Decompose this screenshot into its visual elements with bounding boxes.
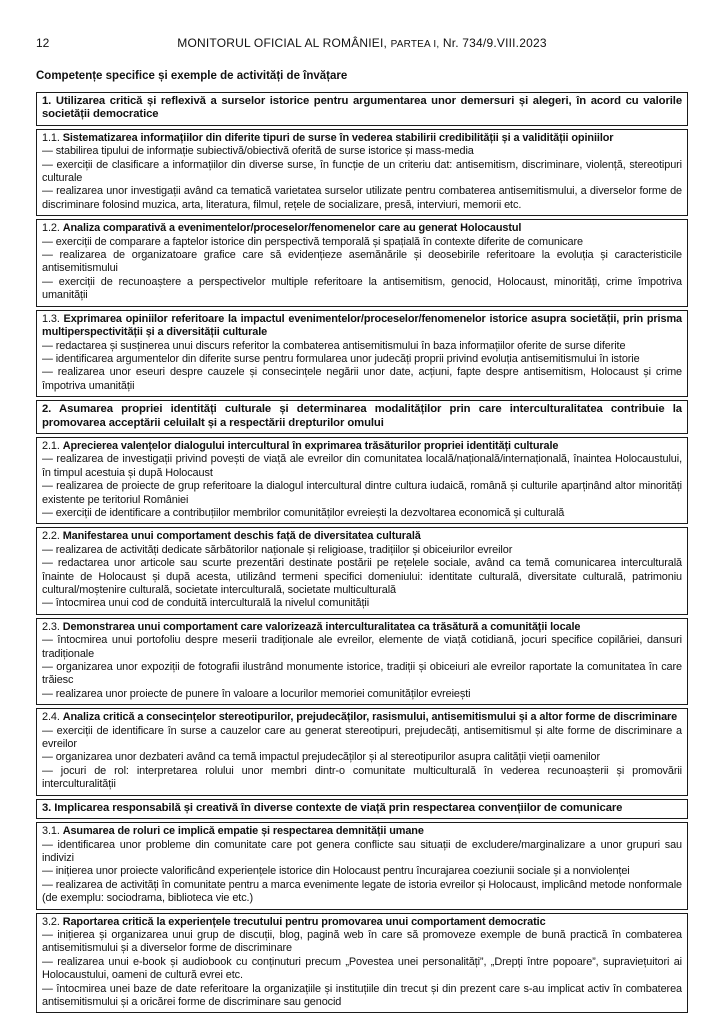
competence-title [42, 403, 682, 430]
competence-title [42, 916, 682, 929]
competence-number: 1.2. [42, 222, 63, 235]
activity-item: — întocmirea unui cod de conduită interculturală la nivelul comunității [42, 597, 370, 610]
general-competence-row [36, 92, 688, 126]
specific-competence-row [36, 437, 688, 524]
activity-item: — realizarea unor eseuri despre cauzele și consecințele negării unor date, acțiuni, fapte despre antisemitism, Holocaust și crime împotriva umanității [42, 366, 682, 392]
activity-item: — organizarea unor dezbateri având ca temă impactul prejudecăților și al stereotipurilor asupra calității vieții oamenilor [42, 751, 601, 764]
activity-item: — realizarea de investigații privind povești de viață ale evreilor din comunitatea locală/națională/internațională, înaintea Holocaustului, în timpul acestuia și după Holocaust [42, 453, 682, 479]
specific-competence-row [36, 219, 688, 306]
general-competence-row [36, 799, 688, 819]
activity-item: — realizarea de proiecte de grup referitoare la dialogul intercultural dintre cultura iudaică, română și culturile aparținând altor minorități existente pe teritoriul României [42, 480, 682, 506]
competence-title-text: Asumarea propriei identități culturale și determinarea modalităților prin care interculturalitatea contribuie la promovarea acceptării celuilalt și a respectării drepturilor omului [42, 403, 682, 429]
competence-number: 1.1. [42, 131, 63, 144]
specific-competence-row [36, 129, 688, 216]
activity-item: — inițierea unor proiecte valorificând experiențele istorice din Holocaust pentru încurajarea coeziunii sociale și a nonviolenței [42, 865, 630, 878]
competence-title-text: Analiza critică a consecințelor stereotipurilor, prejudecăților, rasismului, antisemitismului și a altor forme de discriminare [62, 711, 678, 724]
general-competence-row [36, 400, 688, 434]
page-number: 12 [36, 36, 50, 50]
activity-item: — stabilirea tipului de informație subiectivă/obiectivă oferită de surse istorice și mass-media [42, 145, 474, 158]
journal-title: MONITORUL OFICIAL AL ROMÂNIEI, [177, 36, 388, 50]
competence-number: 3. [42, 801, 55, 814]
competence-title [42, 132, 682, 145]
activity-item: — întocmirea unui portofoliu despre meserii tradiționale ale evreilor, elemente de viață cotidiană, jocuri specifice copilăriei, dansuri tradiționale [42, 634, 682, 660]
competence-title-text: Implicarea responsabilă și creativă în diverse contexte de viață prin respectarea convențiilor de comunicare [54, 801, 623, 814]
specific-competence-row [36, 913, 688, 1014]
activity-item: — identificarea unor probleme din comunitate care pot genera conflicte sau situații de excludere/marginalizare a unor grupuri sau indivizi [42, 838, 682, 864]
activity-item: — exerciții de comparare a faptelor istorice din perspectivă temporală și spațială în contexte diferite de comunicare [42, 235, 583, 248]
journal-part: PARTEA I, [390, 39, 440, 50]
activity-item: — jocuri de rol: interpretarea rolului unor membri dintr-o comunitate multiculturală în vederea recunoașterii și promovării interculturalității [42, 764, 682, 791]
competence-title [42, 313, 682, 340]
activity-item: — realizarea de activități în comunitate pentru a marca evenimente legate de istoria evreilor și Holocaust, implicând metode nonformale (de exemplu: sociodrama, biblioteca vie etc.) [42, 878, 682, 905]
competence-number: 2.4. [42, 711, 63, 724]
competence-title-text: Asumarea de roluri ce implică empatie și respectarea demnității umane [62, 825, 424, 838]
competence-title [42, 95, 682, 122]
competence-title-text: Demonstrarea unui comportament care valorizează interculturalitatea ca trăsătură a comunității locale [62, 620, 581, 633]
activity-item: — inițierea și organizarea unui grup de discuții, blog, pagină web în care să promoveze exemple de bună practică în combaterea antisemitismului și a diverselor forme de discriminare [42, 928, 682, 955]
competence-title [42, 825, 682, 838]
competence-title [42, 222, 682, 235]
specific-competence-row [36, 527, 688, 614]
activity-item: — organizarea unor expoziții de fotografii ilustrând monumente istorice, tradiții și obiceiuri ale evreilor raportate la comunitatea în care trăiesc [42, 661, 682, 687]
specific-competence-row [36, 708, 688, 795]
activity-item: — identificarea argumentelor din diferite surse pentru formularea unor judecăți proprii privind evoluția antisemitismului în istorie [42, 352, 640, 365]
specific-competence-row [36, 310, 688, 397]
activity-item: — exerciții de clasificare a informațiilor din diverse surse, în funcție de un criteriu dat: antisemitism, discriminare, violență, stereotipuri culturale [42, 158, 682, 185]
competence-title-text: Manifestarea unui comportament deschis față de diversitatea culturală [62, 530, 421, 543]
activity-item: — realizarea de activități dedicate sărbătorilor naționale și religioase, tradițiilor și obiceiurilor evreilor [42, 543, 513, 556]
activity-item: — realizarea unor proiecte de punere în valoare a locurilor memoriei comunităților evreiești [42, 687, 471, 700]
activity-item: — întocmirea unei baze de date referitoare la organizațiile și instituțiile din trecut și din prezent care s-au implicat activ în combaterea antisemitismului și a oricărei forme de discriminare sau genocid [42, 982, 682, 1008]
competences-table [36, 92, 688, 1013]
competence-title [42, 711, 682, 724]
competence-number: 3.1. [42, 825, 63, 838]
competence-title [42, 530, 682, 543]
competence-title-text: Aprecierea valențelor dialogului intercultural în exprimarea trăsăturilor propriei identități culturale [62, 439, 559, 452]
competence-title [42, 440, 682, 453]
competence-title [42, 621, 682, 634]
journal-header [0, 36, 724, 50]
competence-title-text: Sistematizarea informațiilor din diferite tipuri de surse în vederea stabilirii credibilității și a validității opiniilor [62, 131, 614, 144]
competence-number: 2.3. [42, 620, 63, 633]
competence-number: 2. [42, 403, 60, 416]
journal-issue: Nr. 734/9.VIII.2023 [442, 36, 547, 50]
activity-item: — realizarea de organizatoare grafice care să evidențieze asemănările și deosebirile referitoare la evoluția și caracteristicile antisemitismului [42, 249, 682, 275]
competence-number: 1. [42, 95, 56, 107]
competence-title-text: Analiza comparativă a evenimentelor/proceselor/fenomenelor care au generat Holocaustul [62, 222, 522, 235]
competence-title [42, 802, 682, 815]
activity-item: — exerciții de identificare a contribuțiilor membrilor comunităților evreiești la dezvoltarea economică și culturală [42, 506, 565, 519]
competence-title-text: Exprimarea opiniilor referitoare la impactul evenimentelor/proceselor/fenomenelor istorice asupra societății, prin prisma multiperspectivității și a diversității culturale [42, 312, 682, 339]
competence-number: 2.1. [42, 439, 63, 452]
competence-title-text: Utilizarea critică și reflexivă a surselor istorice pentru argumentarea unor demersuri și alegeri, în acord cu valorile societății democratice [42, 95, 683, 121]
activity-item: — exerciții de recunoaștere a perspectivelor multiple referitoare la antisemitism, genocid, Holocaust, minorități, crime împotriva umanității [42, 275, 682, 302]
page-header [0, 0, 724, 54]
activity-item: — redactarea unor articole sau scurte prezentări destinate postării pe rețelele sociale, având ca temă comunicarea interculturală înainte de Holocaust și după acesta, utilizând termeni specifici domeniului: identitate culturală, diversitate culturală, patrimoniu cultural/moștenire culturală, societate interculturală, societate multiculturală [42, 557, 682, 596]
document-subtitle: Competențe specifice și exemple de activități de învățare [36, 70, 348, 82]
activity-item: — exerciții de identificare în surse a cauzelor care au generat stereotipuri, prejudecăți, antisemitismul și alte forme de discriminare a evreilor [42, 724, 682, 751]
specific-competence-row [36, 618, 688, 705]
activity-item: — realizarea unui e-book și audiobook cu conținuturi precum „Povestea unei personalități”, „Drepți între popoare”, supraviețuitori ai Holocaustului, oameni de cultură evrei etc. [42, 955, 682, 982]
competence-number: 2.2. [42, 530, 63, 543]
competence-title-text: Raportarea critică la experiențele trecutului pentru promovarea unui comportament democratic [62, 915, 546, 928]
activity-item: — redactarea și susținerea unui discurs referitor la combaterea antisemitismului în baza informațiilor oferite de surse diferite [42, 339, 626, 352]
specific-competence-row [36, 822, 688, 909]
competence-number: 1.3. [42, 312, 64, 325]
activity-item: — realizarea unor investigații având ca tematică varietatea surselor utilizate pentru combaterea antisemitismului, a diverselor forme de discriminare folosind muzica, arta, literatura, filmul, rețele de socializare, presă, interviuri, memorii etc. [42, 185, 682, 211]
competence-number: 3.2. [42, 915, 63, 928]
